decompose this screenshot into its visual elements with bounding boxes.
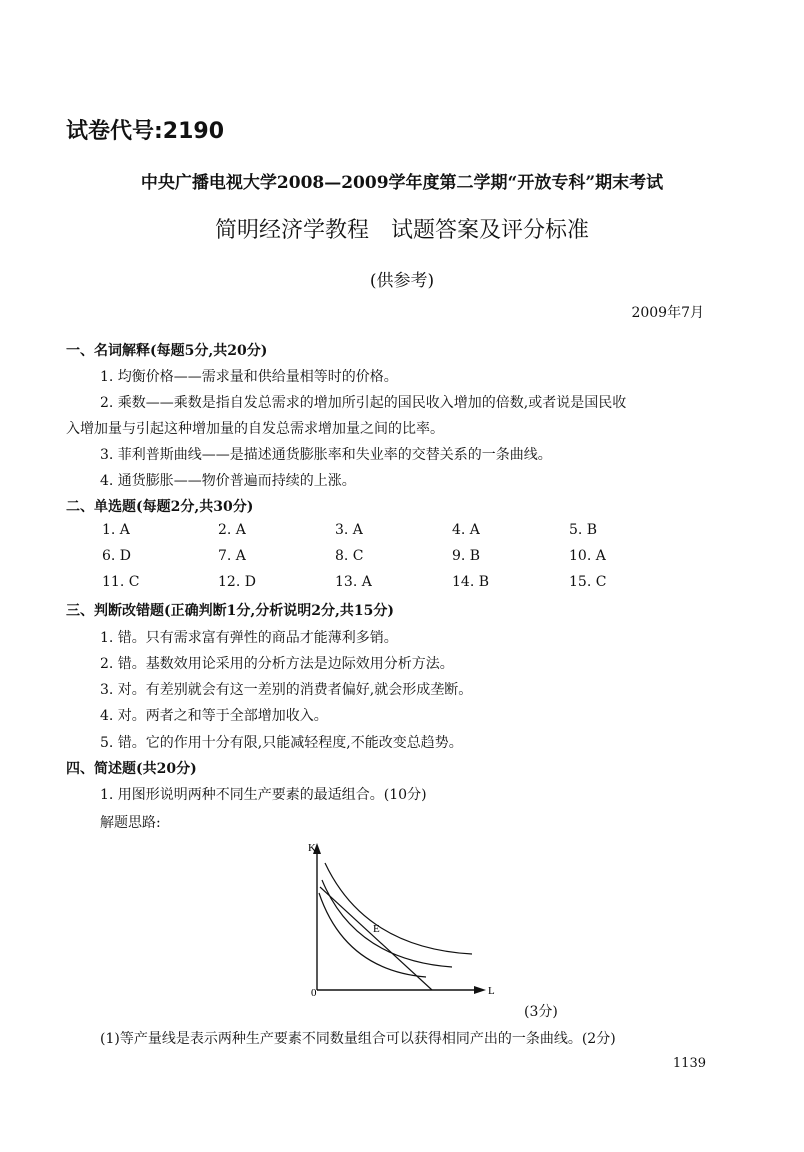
x-axis-arrow [474, 986, 486, 994]
section1-item: 3. 菲利普斯曲线——是描述通货膨胀率和失业率的交替关系的一条曲线。 [100, 447, 552, 463]
y-axis-label: K [308, 842, 316, 854]
section2-title: 二、单选题(每题2分,共30分) [66, 499, 254, 515]
answer-cell: 11. C [102, 574, 140, 590]
exam-title: 中央广播电视大学2008—2009学年度第二学期“开放专科”期末考试 [140, 173, 664, 193]
section1-title: 一、名词解释(每题5分,共20分) [66, 343, 268, 359]
section1-item: 2. 乘数——乘数是指自发总需求的增加所引起的国民收入增加的倍数,或者说是国民收 [100, 395, 627, 411]
solution-hint: 解题思路: [100, 815, 161, 831]
section4-point1: (1)等产量线是表示两种生产要素不同数量组合可以获得相同产出的一条曲线。(2分) [100, 1031, 616, 1047]
answer-cell: 8. C [335, 548, 364, 564]
isocost-line [320, 887, 432, 990]
answer-cell: 3. A [335, 522, 363, 538]
section3-title: 三、判断改错题(正确判断1分,分析说明2分,共15分) [66, 603, 394, 619]
answer-cell: 5. B [569, 522, 598, 538]
section4-title: 四、简述题(共20分) [66, 761, 197, 777]
section3-item: 4. 对。两者之和等于全部增加收入。 [100, 708, 328, 724]
section3-item: 1. 错。只有需求富有弹性的商品才能薄利多销。 [100, 630, 398, 646]
section3-item: 5. 错。它的作用十分有限,只能减轻程度,不能改变总趋势。 [100, 735, 463, 751]
subtitle: (供参考) [369, 271, 435, 291]
exam-date: 2009年7月 [631, 305, 704, 321]
isoquant-curve [325, 863, 472, 954]
section1-item: 1. 均衡价格——需求量和供给量相等时的价格。 [100, 369, 398, 385]
isoquant-curve [322, 880, 452, 967]
answer-cell: 15. C [569, 574, 607, 590]
equilibrium-point-label: E [373, 923, 380, 935]
answer-cell: 13. A [335, 574, 372, 590]
answer-cell: 12. D [218, 574, 256, 590]
x-axis-label: L [488, 985, 495, 997]
answer-cell: 4. A [452, 522, 480, 538]
origin-label: 0 [311, 987, 317, 999]
graph-score: (3分) [524, 1004, 558, 1020]
section1-item: 入增加量与引起这种增加量的自发总需求增加量之间的比率。 [66, 421, 444, 437]
answer-cell: 2. A [218, 522, 246, 538]
section4-question: 1. 用图形说明两种不同生产要素的最适组合。(10分) [100, 787, 427, 803]
section1-item: 4. 通货膨胀——物价普遍而持续的上涨。 [100, 473, 356, 489]
isoquant-graph [300, 840, 510, 1005]
answer-cell: 7. A [218, 548, 246, 564]
answer-cell: 10. A [569, 548, 606, 564]
page-number: 1139 [672, 1056, 706, 1071]
section3-item: 3. 对。有差别就会有这一差别的消费者偏好,就会形成垄断。 [100, 682, 473, 698]
answer-cell: 14. B [452, 574, 490, 590]
answer-cell: 9. B [452, 548, 481, 564]
course-title: 简明经济学教程 试题答案及评分标准 [214, 218, 589, 243]
paper-code: 试卷代号:2190 [66, 119, 225, 144]
answer-cell: 1. A [102, 522, 130, 538]
answer-cell: 6. D [102, 548, 132, 564]
section3-item: 2. 错。基数效用论采用的分析方法是边际效用分析方法。 [100, 656, 454, 672]
